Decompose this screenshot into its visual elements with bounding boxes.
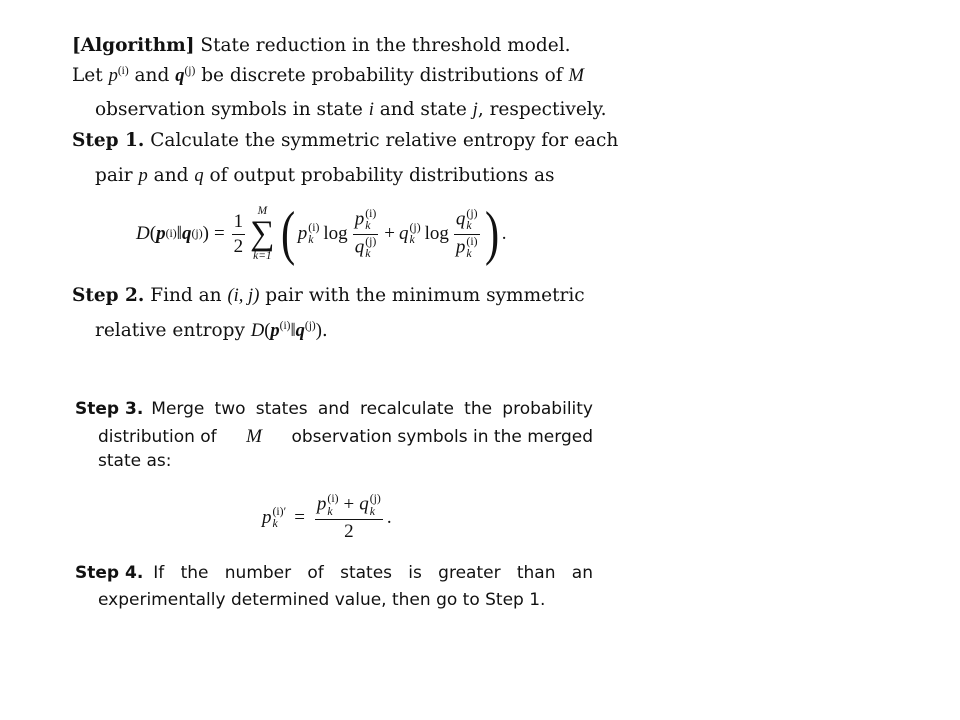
step4-line-1 bbox=[75, 565, 593, 582]
step2-text-2: relative entropy bbox=[95, 320, 245, 341]
merged-distribution-formula bbox=[262, 490, 392, 546]
sum-operator bbox=[250, 205, 274, 263]
q-scripts bbox=[370, 493, 381, 518]
norm-bars: ‖ bbox=[176, 223, 183, 244]
math-p: p bbox=[455, 236, 466, 258]
ratio-num bbox=[454, 208, 480, 235]
math-p: p bbox=[354, 208, 365, 230]
ratio-den bbox=[454, 235, 480, 261]
math-q: q bbox=[194, 166, 204, 186]
ratio-q-over-p bbox=[454, 208, 480, 260]
step4-text: If the number of states is greater than an bbox=[153, 563, 593, 583]
step1-and: and bbox=[153, 165, 189, 186]
sub-k: k bbox=[272, 517, 278, 530]
step1-line-2 bbox=[95, 167, 555, 186]
step2-text-b: pair with the minimum symmetric bbox=[265, 285, 585, 306]
sub-k: k bbox=[327, 504, 333, 518]
step2-label: Step 2. bbox=[72, 285, 145, 306]
step4-text-2: experimentally determined value, then go to Step 1. bbox=[98, 590, 546, 610]
sup-j: (j) bbox=[365, 234, 377, 248]
paren-close: ) bbox=[315, 321, 322, 341]
math-q-bold: q bbox=[175, 66, 185, 86]
paren-open: ( bbox=[264, 321, 271, 341]
p-scripts bbox=[327, 493, 338, 518]
step1-text: Calculate the symmetric relative entropy for each bbox=[150, 130, 619, 151]
sup-i: (i) bbox=[117, 64, 129, 77]
plus-sign: + bbox=[384, 223, 396, 244]
avg-den: 2 bbox=[344, 520, 354, 542]
ratio-p-over-q bbox=[353, 208, 379, 260]
step1-label: Step 1. bbox=[72, 130, 145, 151]
algorithm-title-text: State reduction in the threshold model. bbox=[200, 35, 571, 56]
avg-num bbox=[315, 493, 383, 520]
q-scripts bbox=[410, 222, 421, 247]
math-D: D bbox=[250, 321, 265, 341]
log-1: log bbox=[323, 223, 348, 244]
step2-line-2 bbox=[95, 319, 328, 341]
math-i: i bbox=[368, 100, 374, 120]
q-scripts bbox=[466, 208, 477, 233]
math-p: p bbox=[297, 223, 308, 244]
paren-close: ) bbox=[202, 223, 209, 244]
math-M: M bbox=[246, 426, 262, 447]
math-p: p bbox=[108, 66, 118, 86]
sup-j: (j) bbox=[369, 492, 381, 506]
sigma: ∑ bbox=[250, 214, 275, 252]
half-fraction bbox=[232, 211, 246, 258]
math-pair-ij: (i, j) bbox=[227, 286, 260, 306]
step1-pair: pair bbox=[95, 165, 133, 186]
sup-i: (i) bbox=[466, 234, 478, 248]
math-M: M bbox=[568, 66, 584, 86]
sup-i: (i) bbox=[327, 492, 339, 506]
big-paren-close: ) bbox=[484, 199, 499, 267]
p-scripts bbox=[365, 208, 376, 233]
math-D: D bbox=[136, 223, 150, 244]
sup-i: (i) bbox=[365, 206, 377, 220]
sup-j: (j) bbox=[304, 319, 316, 332]
equals-sign: = bbox=[213, 223, 225, 244]
intro-text: be discrete probability distributions of bbox=[201, 65, 563, 86]
sum-upper: M bbox=[257, 205, 268, 218]
math-j: j bbox=[472, 100, 478, 120]
math-q-bold: q bbox=[295, 321, 305, 341]
sub-k: k bbox=[365, 246, 371, 260]
step4-line-2 bbox=[98, 592, 545, 609]
step3-line-2 bbox=[98, 427, 593, 446]
period: . bbox=[386, 507, 392, 528]
step3-text-2a: distribution of bbox=[98, 427, 217, 447]
intro-line-1 bbox=[72, 64, 584, 86]
step1-text-2: of output probability distributions as bbox=[209, 165, 555, 186]
math-q: q bbox=[399, 223, 409, 244]
den-2: 2 bbox=[233, 235, 244, 257]
prime: ′ bbox=[283, 504, 287, 518]
sup-i: (i) bbox=[279, 319, 291, 332]
algorithm-label: [Algorithm] bbox=[72, 35, 195, 56]
p-scripts bbox=[273, 506, 287, 531]
math-p: p bbox=[138, 166, 148, 186]
period: . bbox=[501, 223, 507, 244]
step3-text-2b: observation symbols in the merged bbox=[291, 427, 593, 447]
sup-i: (i) bbox=[308, 220, 320, 234]
math-p-bold: p bbox=[270, 321, 280, 341]
intro-tail: , respectively. bbox=[477, 99, 607, 120]
intro-and: and bbox=[134, 65, 170, 86]
sum-lower: k=1 bbox=[253, 250, 272, 263]
sub-k: k bbox=[308, 233, 314, 246]
intro-line-2 bbox=[95, 101, 607, 120]
step4-label: Step 4. bbox=[75, 563, 144, 583]
sub-k: k bbox=[466, 219, 472, 233]
math-q: q bbox=[354, 236, 365, 258]
sup-i: (i) bbox=[272, 504, 284, 518]
ratio-num bbox=[353, 208, 379, 235]
q-scripts bbox=[365, 236, 376, 261]
step3-label: Step 3. bbox=[75, 399, 144, 419]
intro-text-2: observation symbols in state bbox=[95, 99, 363, 120]
p-scripts bbox=[466, 236, 477, 261]
norm-bars: ‖ bbox=[290, 321, 296, 341]
sup-j: (j) bbox=[466, 206, 478, 220]
math-q: q bbox=[359, 493, 369, 515]
sup-j: (j) bbox=[184, 64, 196, 77]
num-1: 1 bbox=[232, 211, 246, 235]
step1-line-1 bbox=[72, 132, 618, 151]
ratio-den bbox=[353, 235, 379, 261]
algorithm-title bbox=[72, 37, 571, 56]
paren-open: ( bbox=[149, 223, 157, 244]
step3-text: Merge two states and recalculate the probability bbox=[151, 399, 593, 419]
step2-text-a: Find an bbox=[150, 285, 222, 306]
big-paren-open: ( bbox=[280, 199, 295, 267]
p-scripts bbox=[308, 222, 319, 247]
average-fraction bbox=[315, 493, 383, 543]
step3-line-3 bbox=[98, 453, 171, 470]
step3-text-3: state as: bbox=[98, 451, 172, 471]
step2-line-1 bbox=[72, 287, 585, 306]
math-q-bold: q bbox=[182, 223, 192, 244]
symmetric-entropy-formula: D ( p (i) ‖ q (j) ) = $\frac{1}{2}$ M ∑ k=1 ( p (i) k log p (i) k q (j) k + q (j) k log q (j) k p (i) k ) . bbox=[136, 199, 507, 267]
sub-k: k bbox=[466, 246, 472, 260]
math-q: q bbox=[455, 208, 466, 230]
math-p-bold: p bbox=[156, 223, 166, 244]
step3-line-1 bbox=[75, 401, 593, 418]
sub-k: k bbox=[409, 233, 415, 246]
math-p: p bbox=[316, 493, 327, 515]
plus-sign: + bbox=[343, 493, 355, 515]
log-2: log bbox=[424, 223, 449, 244]
sub-k: k bbox=[369, 504, 375, 518]
equals-sign: = bbox=[294, 507, 305, 528]
sub-k: k bbox=[365, 219, 371, 233]
period: . bbox=[321, 320, 328, 341]
math-p: p bbox=[262, 507, 272, 528]
sup-j: (j) bbox=[409, 220, 421, 234]
intro-let: Let bbox=[72, 65, 103, 86]
intro-and-state: and state bbox=[379, 99, 467, 120]
